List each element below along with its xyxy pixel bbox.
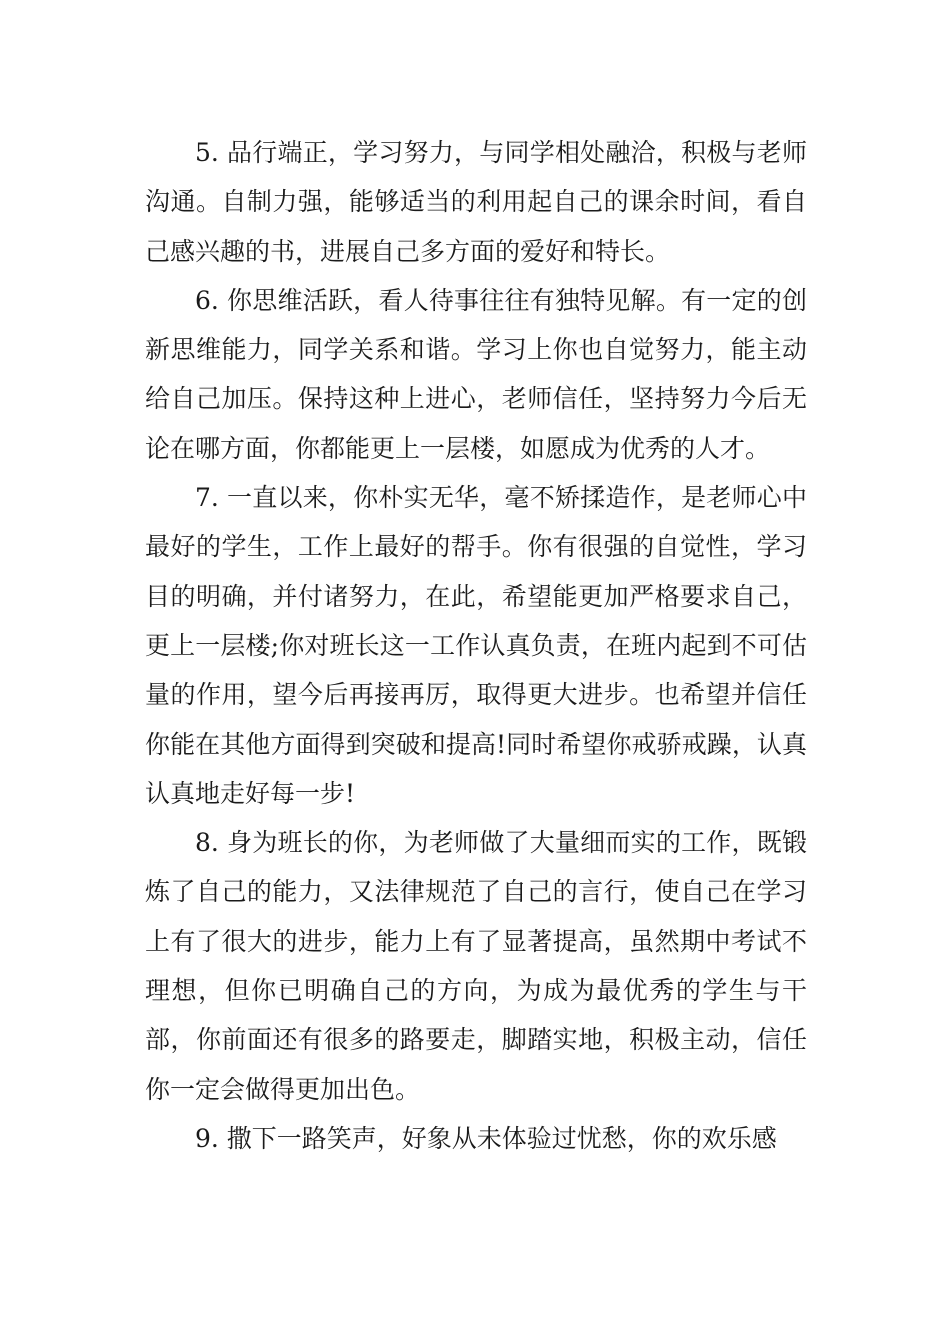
comment-paragraph-9: 9. 撒下一路笑声，好象从未体验过忧愁，你的欢乐感 bbox=[195, 1123, 777, 1153]
comment-paragraph-7: 7. 一直以来，你朴实无华，毫不矫揉造作，是老师心中最好的学生，工作上最好的帮手。你有很强的自觉性，学习目的明确，并付诸努力，在此，希望能更加严格要求自己，更上一层楼;你对班长这一工作认真负责，在班内起到不可估量的作用，望今后再接再厉，取得更大进步。也希望并信任你能在其他方面得到突破和提高!同时希望你戒骄戒躁，认真认真地走好每一步! bbox=[145, 483, 807, 808]
comment-paragraph-8: 8. 身为班长的你，为老师做了大量细而实的工作，既锻炼了自己的能力，又法律规范了自己的言行，使自己在学习上有了很大的进步，能力上有了显著提高，虽然期中考试不理想，但你已明确自己的方向，为成为最优秀的学生与干部，你前面还有很多的路要走，脚踏实地，积极主动，信任你一定会做得更加出色。 bbox=[145, 828, 807, 1104]
document-body bbox=[145, 128, 807, 1163]
comment-paragraph-5: 5. 品行端正，学习努力，与同学相处融洽，积极与老师沟通。自制力强，能够适当的利用起自己的课余时间，看自己感兴趣的书，进展自己多方面的爱好和特长。 bbox=[145, 138, 807, 266]
comment-paragraph-6: 6. 你思维活跃，看人待事往往有独特见解。有一定的创新思维能力，同学关系和谐。学习上你也自觉努力，能主动给自己加压。保持这种上进心，老师信任，坚持努力今后无论在哪方面，你都能更上一层楼，如愿成为优秀的人才。 bbox=[145, 285, 807, 463]
